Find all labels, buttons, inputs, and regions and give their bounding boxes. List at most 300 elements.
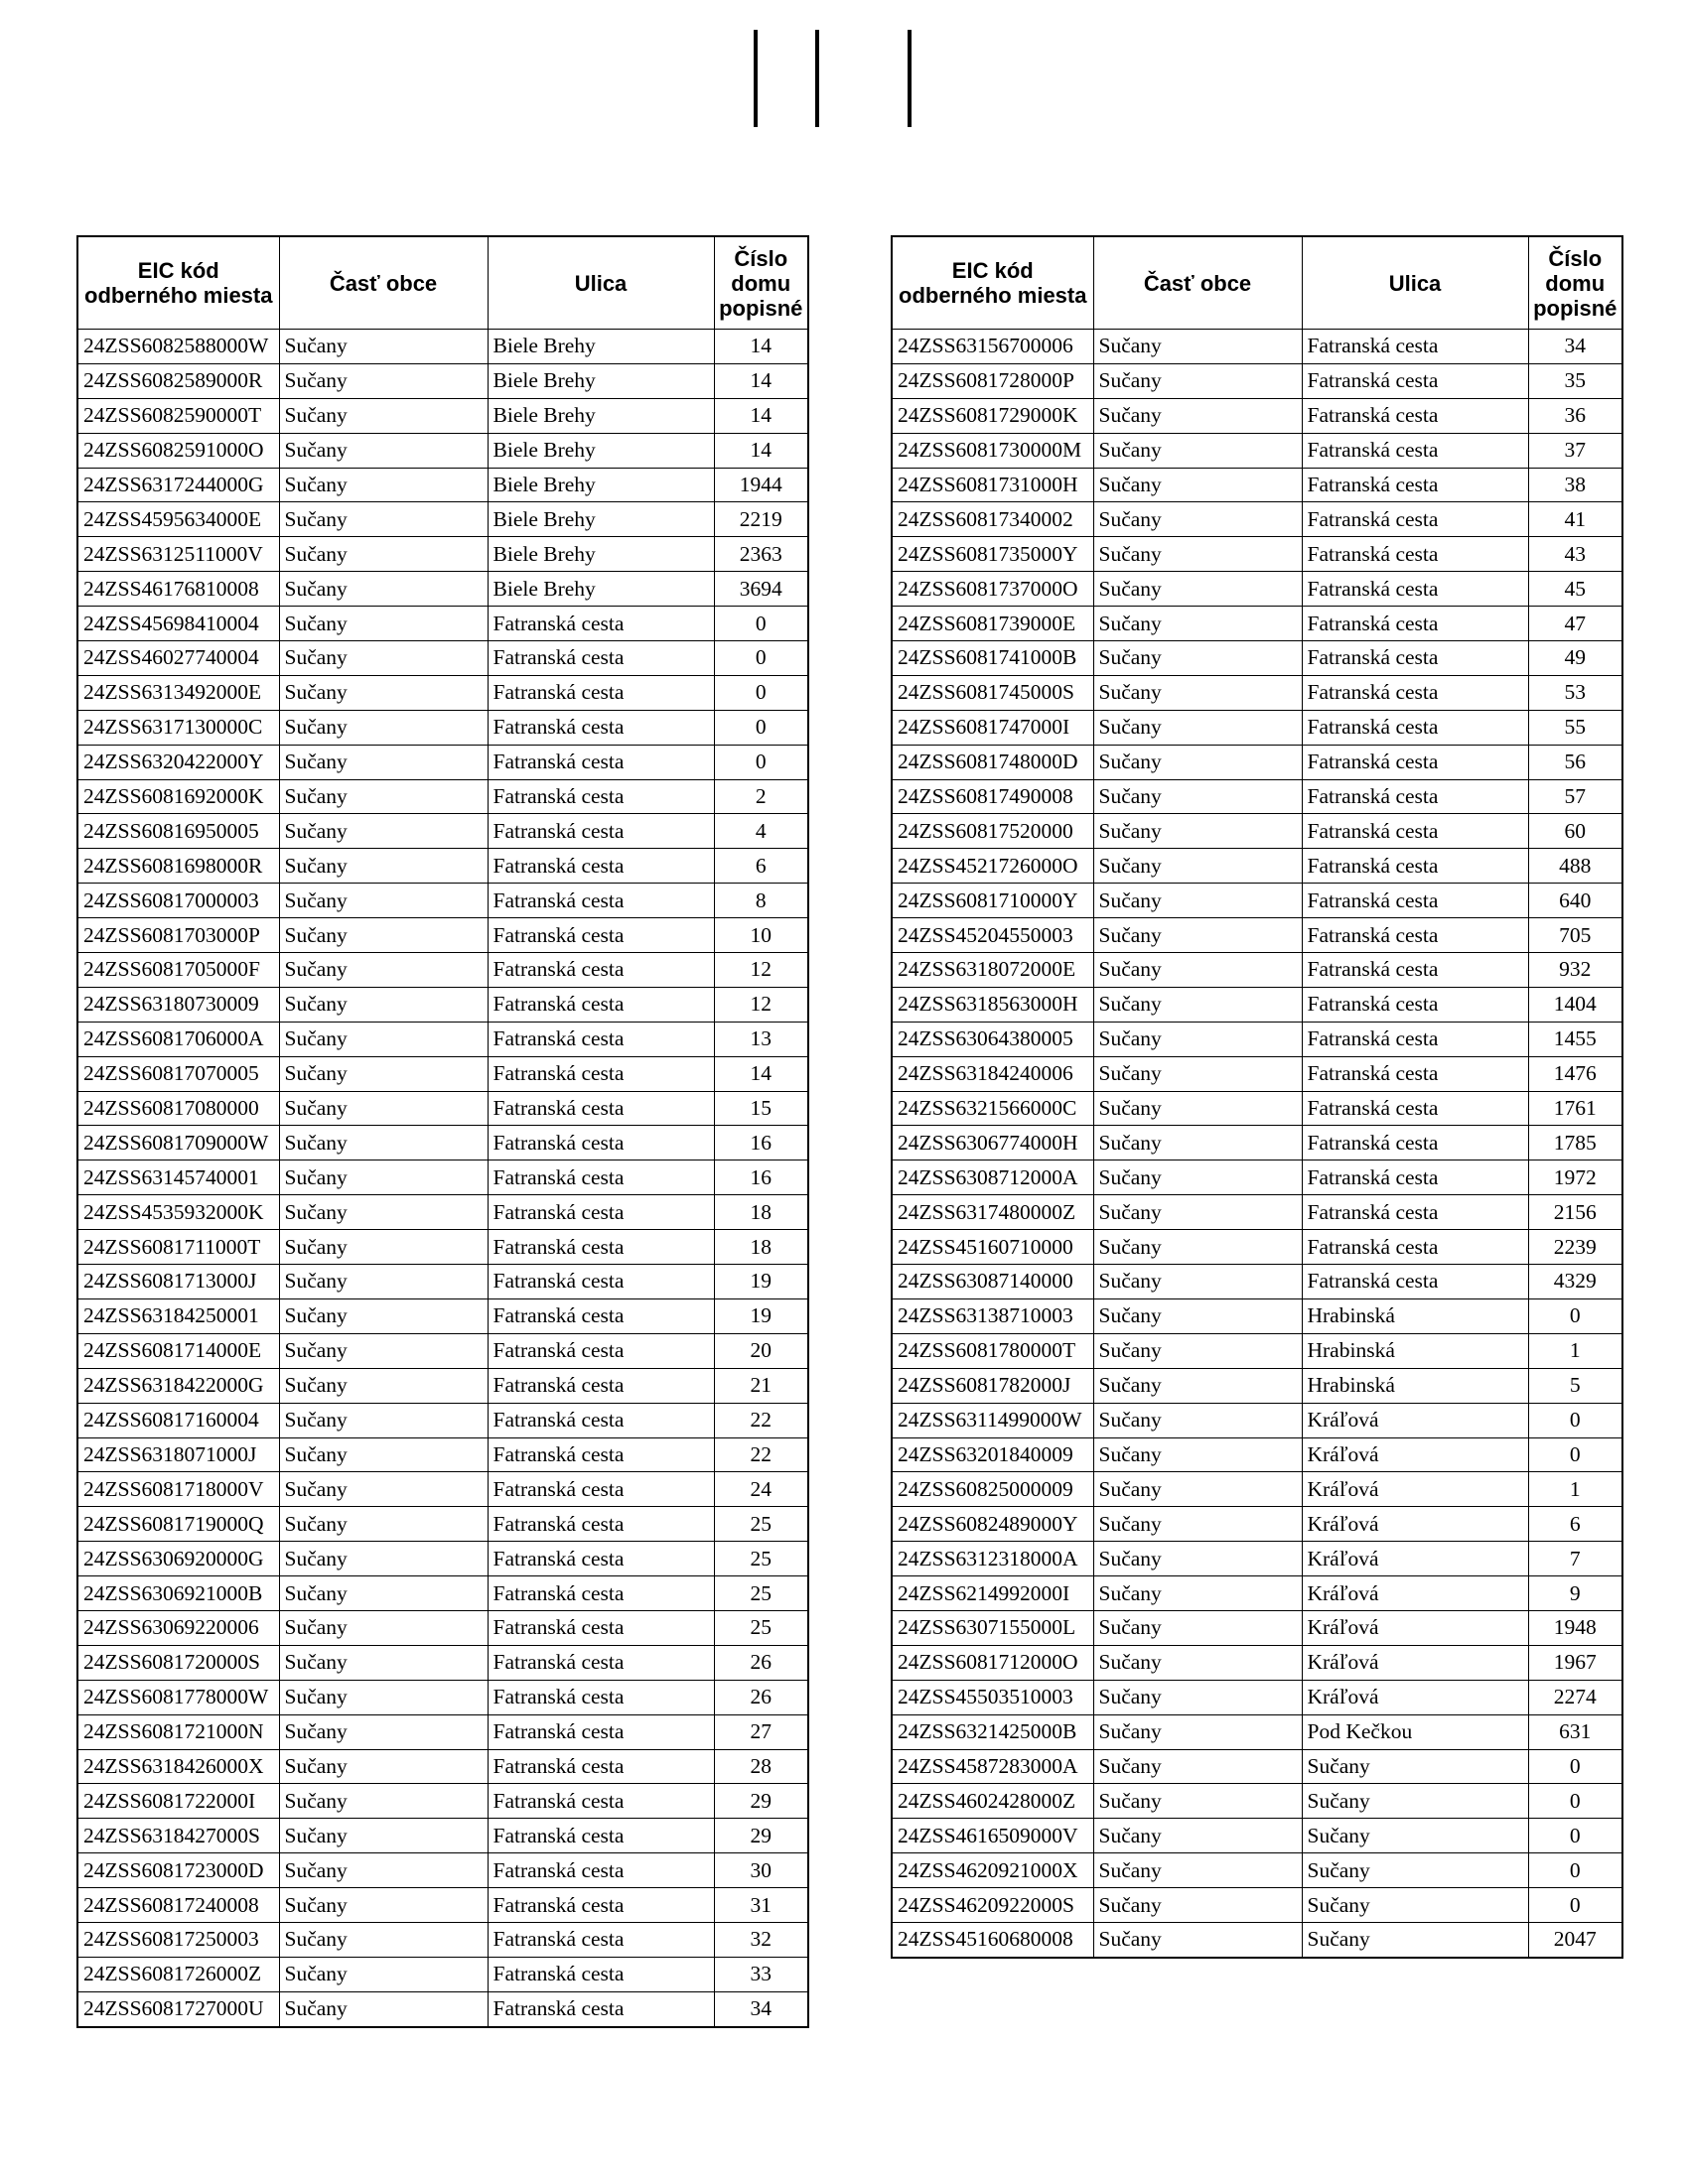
cell-cislo-domu: 932: [1528, 953, 1622, 988]
cell-cislo-domu: 2156: [1528, 1195, 1622, 1230]
cell-cast-obce: Sučany: [1093, 607, 1302, 641]
cell-cast-obce: Sučany: [1093, 1230, 1302, 1265]
cell-cast-obce: Sučany: [1093, 1472, 1302, 1507]
cell-ulica: Fatranská cesta: [488, 1160, 714, 1195]
cell-eic: 24ZSS6081726000Z: [77, 1957, 279, 1991]
cell-ulica: Fatranská cesta: [488, 1368, 714, 1403]
cell-cislo-domu: 18: [714, 1195, 808, 1230]
cell-cislo-domu: 45: [1528, 572, 1622, 607]
cell-ulica: Kráľová: [1302, 1472, 1528, 1507]
cell-eic: 24ZSS6081748000D: [892, 745, 1093, 779]
cell-eic: 24ZSS6318071000J: [77, 1437, 279, 1472]
cell-eic: 24ZSS6308712000A: [892, 1160, 1093, 1195]
cell-ulica: Fatranská cesta: [488, 814, 714, 849]
cell-cislo-domu: 24: [714, 1472, 808, 1507]
table-row: [77, 1022, 808, 1056]
cell-cislo-domu: 10: [714, 918, 808, 953]
cell-ulica: Fatranská cesta: [488, 1230, 714, 1265]
table-row: [77, 433, 808, 468]
cell-ulica: Fatranská cesta: [488, 1610, 714, 1645]
cell-cislo-domu: 34: [714, 1991, 808, 2026]
cell-ulica: Biele Brehy: [488, 398, 714, 433]
cell-cast-obce: Sučany: [1093, 1819, 1302, 1853]
cell-eic: 24ZSS6081711000T: [77, 1230, 279, 1265]
cell-eic: 24ZSS60817160004: [77, 1403, 279, 1437]
cell-cast-obce: Sučany: [279, 1749, 488, 1784]
cell-ulica: Fatranská cesta: [488, 1265, 714, 1299]
table-row: [77, 814, 808, 849]
cell-cast-obce: Sučany: [1093, 537, 1302, 572]
cell-ulica: Fatranská cesta: [488, 607, 714, 641]
header-eic: EIC kód odberného miesta: [892, 236, 1093, 330]
table-row: [892, 1126, 1622, 1160]
cell-cislo-domu: 25: [714, 1507, 808, 1542]
cell-cislo-domu: 0: [1528, 1403, 1622, 1437]
cell-cislo-domu: 0: [714, 710, 808, 745]
cell-cast-obce: Sučany: [279, 433, 488, 468]
table-row: [892, 1714, 1622, 1749]
table-row: [892, 884, 1622, 918]
cell-cast-obce: Sučany: [279, 779, 488, 814]
cell-eic: 24ZSS6081703000P: [77, 918, 279, 953]
table-row: [892, 1922, 1622, 1957]
cell-cislo-domu: 27: [714, 1714, 808, 1749]
cell-cislo-domu: 6: [714, 849, 808, 884]
table-row: [892, 1056, 1622, 1091]
cell-ulica: Biele Brehy: [488, 502, 714, 537]
table-row: [77, 1957, 808, 1991]
table-row: [77, 1368, 808, 1403]
cell-ulica: Kráľová: [1302, 1576, 1528, 1611]
cell-eic: 24ZSS6306921000B: [77, 1576, 279, 1611]
cell-eic: 24ZSS6081745000S: [892, 675, 1093, 710]
cell-cislo-domu: 60: [1528, 814, 1622, 849]
cell-ulica: Fatranská cesta: [1302, 572, 1528, 607]
cell-ulica: Kráľová: [1302, 1507, 1528, 1542]
cell-ulica: Fatranská cesta: [1302, 779, 1528, 814]
cell-cast-obce: Sučany: [279, 1645, 488, 1680]
cell-cislo-domu: 37: [1528, 433, 1622, 468]
cell-ulica: Pod Kečkou: [1302, 1714, 1528, 1749]
cell-eic: 24ZSS45503510003: [892, 1680, 1093, 1714]
cell-cast-obce: Sučany: [279, 398, 488, 433]
cell-cast-obce: Sučany: [279, 1853, 488, 1888]
table-row: [892, 849, 1622, 884]
table-row: [77, 710, 808, 745]
cell-cislo-domu: 49: [1528, 641, 1622, 676]
cell-ulica: Fatranská cesta: [1302, 1091, 1528, 1126]
cell-cast-obce: Sučany: [1093, 1576, 1302, 1611]
cell-cislo-domu: 14: [714, 330, 808, 364]
table-row: [892, 1888, 1622, 1923]
table-row: [892, 953, 1622, 988]
cell-eic: 24ZSS6312511000V: [77, 537, 279, 572]
cell-eic: 24ZSS6081778000W: [77, 1680, 279, 1714]
cell-cislo-domu: 2274: [1528, 1680, 1622, 1714]
table-header: [77, 236, 808, 330]
cell-cislo-domu: 33: [714, 1957, 808, 1991]
cell-cislo-domu: 56: [1528, 745, 1622, 779]
header-eic: EIC kód odberného miesta: [77, 236, 279, 330]
table-row: [892, 1784, 1622, 1819]
cell-cast-obce: Sučany: [279, 1230, 488, 1265]
cell-eic: 24ZSS6081723000D: [77, 1853, 279, 1888]
table-row: [77, 745, 808, 779]
cell-cast-obce: Sučany: [1093, 1403, 1302, 1437]
table-row: [892, 1437, 1622, 1472]
cell-eic: 24ZSS6081714000E: [77, 1333, 279, 1368]
cell-eic: 24ZSS6081718000V: [77, 1472, 279, 1507]
cell-ulica: Fatranská cesta: [488, 779, 714, 814]
cell-ulica: Biele Brehy: [488, 363, 714, 398]
cell-ulica: Hrabinská: [1302, 1333, 1528, 1368]
cell-eic: 24ZSS60817340002: [892, 502, 1093, 537]
cell-eic: 24ZSS6081712000O: [892, 1645, 1093, 1680]
cell-ulica: Fatranská cesta: [488, 1888, 714, 1923]
cell-ulica: Fatranská cesta: [488, 1056, 714, 1091]
cell-eic: 24ZSS60817250003: [77, 1922, 279, 1957]
cell-cast-obce: Sučany: [1093, 675, 1302, 710]
cell-cislo-domu: 640: [1528, 884, 1622, 918]
cell-eic: 24ZSS4620921000X: [892, 1853, 1093, 1888]
header-cislo-domu: Číslo domu popisné: [714, 236, 808, 330]
cell-eic: 24ZSS60816950005: [77, 814, 279, 849]
cell-cast-obce: Sučany: [279, 814, 488, 849]
cell-cislo-domu: 2219: [714, 502, 808, 537]
cell-eic: 24ZSS6081720000S: [77, 1645, 279, 1680]
cell-cast-obce: Sučany: [279, 1368, 488, 1403]
cell-cast-obce: Sučany: [279, 710, 488, 745]
cell-ulica: Kráľová: [1302, 1437, 1528, 1472]
cell-cast-obce: Sučany: [1093, 468, 1302, 502]
cell-cast-obce: Sučany: [1093, 849, 1302, 884]
cell-eic: 24ZSS6081705000F: [77, 953, 279, 988]
table-row: [892, 710, 1622, 745]
cell-ulica: Fatranská cesta: [488, 1022, 714, 1056]
separator-line-3: [908, 30, 912, 127]
cell-eic: 24ZSS6082589000R: [77, 363, 279, 398]
cell-cislo-domu: 2363: [714, 537, 808, 572]
header-ulica: Ulica: [1302, 236, 1528, 330]
cell-eic: 24ZSS60817490008: [892, 779, 1093, 814]
cell-cast-obce: Sučany: [1093, 918, 1302, 953]
table-row: [892, 745, 1622, 779]
cell-ulica: Hrabinská: [1302, 1368, 1528, 1403]
cell-cislo-domu: 1: [1528, 1472, 1622, 1507]
table-row: [77, 607, 808, 641]
cell-ulica: Fatranská cesta: [1302, 398, 1528, 433]
cell-cislo-domu: 14: [714, 398, 808, 433]
cell-cislo-domu: 26: [714, 1645, 808, 1680]
cell-eic: 24ZSS6082591000O: [77, 433, 279, 468]
cell-eic: 24ZSS6320422000Y: [77, 745, 279, 779]
separator-line-2: [815, 30, 819, 127]
cell-ulica: Biele Brehy: [488, 330, 714, 364]
cell-ulica: Fatranská cesta: [488, 1576, 714, 1611]
cell-ulica: Fatranská cesta: [488, 918, 714, 953]
cell-cislo-domu: 15: [714, 1091, 808, 1126]
cell-cast-obce: Sučany: [279, 1610, 488, 1645]
table-row: [77, 1091, 808, 1126]
cell-ulica: Kráľová: [1302, 1403, 1528, 1437]
cell-cast-obce: Sučany: [1093, 710, 1302, 745]
cell-ulica: Fatranská cesta: [1302, 1022, 1528, 1056]
table-right: [891, 235, 1623, 1959]
cell-ulica: Fatranská cesta: [488, 849, 714, 884]
table-row: [77, 1888, 808, 1923]
cell-cislo-domu: 16: [714, 1160, 808, 1195]
cell-eic: 24ZSS60817070005: [77, 1056, 279, 1091]
cell-cislo-domu: 41: [1528, 502, 1622, 537]
cell-cislo-domu: 3694: [714, 572, 808, 607]
cell-ulica: Fatranská cesta: [1302, 433, 1528, 468]
cell-eic: 24ZSS6321566000C: [892, 1091, 1093, 1126]
table-row: [892, 1680, 1622, 1714]
cell-ulica: Kráľová: [1302, 1645, 1528, 1680]
cell-ulica: Fatranská cesta: [1302, 330, 1528, 364]
cell-eic: 24ZSS45160680008: [892, 1922, 1093, 1957]
table-row: [77, 1265, 808, 1299]
cell-ulica: Fatranská cesta: [488, 1922, 714, 1957]
cell-ulica: Fatranská cesta: [1302, 1195, 1528, 1230]
table-row: [77, 884, 808, 918]
cell-cast-obce: Sučany: [1093, 814, 1302, 849]
table-row: [77, 1056, 808, 1091]
table-row: [892, 814, 1622, 849]
table-row: [892, 1091, 1622, 1126]
cell-eic: 24ZSS6081730000M: [892, 433, 1093, 468]
cell-eic: 24ZSS6081722000I: [77, 1784, 279, 1819]
cell-ulica: Kráľová: [1302, 1610, 1528, 1645]
cell-cislo-domu: 25: [714, 1610, 808, 1645]
cell-cast-obce: Sučany: [279, 1195, 488, 1230]
cell-ulica: Fatranská cesta: [1302, 884, 1528, 918]
cell-ulica: Fatranská cesta: [488, 1472, 714, 1507]
table-row: [892, 433, 1622, 468]
cell-eic: 24ZSS63156700006: [892, 330, 1093, 364]
table-row: [77, 849, 808, 884]
cell-ulica: Fatranská cesta: [488, 641, 714, 676]
cell-cislo-domu: 21: [714, 1368, 808, 1403]
cell-ulica: Fatranská cesta: [1302, 1126, 1528, 1160]
cell-cast-obce: Sučany: [279, 1714, 488, 1749]
cell-eic: 24ZSS63087140000: [892, 1265, 1093, 1299]
cell-cislo-domu: 1761: [1528, 1091, 1622, 1126]
table-row: [892, 1542, 1622, 1576]
cell-eic: 24ZSS6313492000E: [77, 675, 279, 710]
cell-ulica: Fatranská cesta: [1302, 641, 1528, 676]
table-row: [77, 987, 808, 1022]
cell-cislo-domu: 6: [1528, 1507, 1622, 1542]
cell-ulica: Fatranská cesta: [1302, 814, 1528, 849]
cell-cast-obce: Sučany: [1093, 1195, 1302, 1230]
cell-cislo-domu: 2239: [1528, 1230, 1622, 1265]
cell-eic: 24ZSS4602428000Z: [892, 1784, 1093, 1819]
cell-cast-obce: Sučany: [279, 1922, 488, 1957]
table-row: [892, 537, 1622, 572]
cell-ulica: Fatranská cesta: [488, 1680, 714, 1714]
cell-cislo-domu: 1404: [1528, 987, 1622, 1022]
cell-cast-obce: Sučany: [279, 537, 488, 572]
cell-eic: 24ZSS6082590000T: [77, 398, 279, 433]
cell-cast-obce: Sučany: [1093, 1126, 1302, 1160]
cell-ulica: Fatranská cesta: [1302, 1230, 1528, 1265]
table-row: [77, 1333, 808, 1368]
header-ulica: Ulica: [488, 236, 714, 330]
cell-eic: 24ZSS6081728000P: [892, 363, 1093, 398]
cell-cislo-domu: 0: [1528, 1298, 1622, 1333]
header-cast-obce: Časť obce: [1093, 236, 1302, 330]
cell-cislo-domu: 47: [1528, 607, 1622, 641]
cell-cislo-domu: 28: [714, 1749, 808, 1784]
cell-ulica: Fatranská cesta: [488, 987, 714, 1022]
cell-cast-obce: Sučany: [1093, 1091, 1302, 1126]
cell-cast-obce: Sučany: [279, 1333, 488, 1368]
cell-cast-obce: Sučany: [1093, 1022, 1302, 1056]
table-row: [77, 1991, 808, 2026]
cell-eic: 24ZSS6214992000I: [892, 1576, 1093, 1611]
cell-cislo-domu: 9: [1528, 1576, 1622, 1611]
cell-eic: 24ZSS45160710000: [892, 1230, 1093, 1265]
table-row: [77, 502, 808, 537]
cell-ulica: Sučany: [1302, 1853, 1528, 1888]
cell-ulica: Fatranská cesta: [488, 1298, 714, 1333]
cell-ulica: Sučany: [1302, 1819, 1528, 1853]
cell-cast-obce: Sučany: [279, 1265, 488, 1299]
cell-ulica: Biele Brehy: [488, 537, 714, 572]
table-left: [76, 235, 809, 2028]
cell-ulica: Fatranská cesta: [488, 745, 714, 779]
cell-eic: 24ZSS60817520000: [892, 814, 1093, 849]
cell-ulica: Fatranská cesta: [1302, 987, 1528, 1022]
cell-eic: 24ZSS6081710000Y: [892, 884, 1093, 918]
cell-cislo-domu: 4329: [1528, 1265, 1622, 1299]
cell-cast-obce: Sučany: [279, 1403, 488, 1437]
cell-cislo-domu: 1972: [1528, 1160, 1622, 1195]
cell-eic: 24ZSS6081780000T: [892, 1333, 1093, 1368]
table-row: [892, 1195, 1622, 1230]
table-row: [892, 918, 1622, 953]
cell-eic: 24ZSS60817080000: [77, 1091, 279, 1126]
cell-eic: 24ZSS63145740001: [77, 1160, 279, 1195]
table-row: [892, 779, 1622, 814]
table-row: [892, 363, 1622, 398]
cell-ulica: Fatranská cesta: [488, 1333, 714, 1368]
cell-cast-obce: Sučany: [1093, 1333, 1302, 1368]
table-row: [892, 1160, 1622, 1195]
cell-cislo-domu: 1785: [1528, 1126, 1622, 1160]
cell-cislo-domu: 14: [714, 1056, 808, 1091]
cell-eic: 24ZSS63184240006: [892, 1056, 1093, 1091]
cell-cast-obce: Sučany: [1093, 779, 1302, 814]
table-row: [77, 1126, 808, 1160]
cell-cislo-domu: 25: [714, 1542, 808, 1576]
cell-cislo-domu: 35: [1528, 363, 1622, 398]
header-cast-obce: Časť obce: [279, 236, 488, 330]
cell-ulica: Fatranská cesta: [1302, 1056, 1528, 1091]
cell-cast-obce: Sučany: [1093, 363, 1302, 398]
cell-eic: 24ZSS6318563000H: [892, 987, 1093, 1022]
cell-eic: 24ZSS6081739000E: [892, 607, 1093, 641]
cell-cast-obce: Sučany: [1093, 987, 1302, 1022]
table-row: [77, 537, 808, 572]
cell-cast-obce: Sučany: [1093, 1749, 1302, 1784]
cell-cislo-domu: 30: [714, 1853, 808, 1888]
table-row: [892, 502, 1622, 537]
cell-cast-obce: Sučany: [1093, 1853, 1302, 1888]
cell-eic: 24ZSS63184250001: [77, 1298, 279, 1333]
cell-eic: 24ZSS6081782000J: [892, 1368, 1093, 1403]
cell-cislo-domu: 12: [714, 953, 808, 988]
cell-cast-obce: Sučany: [279, 884, 488, 918]
table-row: [77, 468, 808, 502]
table-row: [77, 1195, 808, 1230]
cell-ulica: Fatranská cesta: [1302, 502, 1528, 537]
table-row: [77, 918, 808, 953]
cell-cast-obce: Sučany: [279, 1022, 488, 1056]
cell-cast-obce: Sučany: [1093, 1680, 1302, 1714]
cell-cislo-domu: 0: [1528, 1749, 1622, 1784]
cell-ulica: Fatranská cesta: [488, 1819, 714, 1853]
cell-ulica: Fatranská cesta: [488, 1091, 714, 1126]
cell-ulica: Fatranská cesta: [1302, 918, 1528, 953]
cell-cast-obce: Sučany: [1093, 1784, 1302, 1819]
cell-cislo-domu: 29: [714, 1819, 808, 1853]
cell-ulica: Fatranská cesta: [488, 1714, 714, 1749]
table-row: [892, 1333, 1622, 1368]
cell-ulica: Fatranská cesta: [1302, 1160, 1528, 1195]
cell-ulica: Fatranská cesta: [488, 1784, 714, 1819]
table-row: [77, 1507, 808, 1542]
cell-cast-obce: Sučany: [279, 1680, 488, 1714]
separator-line-1: [754, 30, 758, 127]
cell-ulica: Fatranská cesta: [1302, 953, 1528, 988]
cell-cast-obce: Sučany: [1093, 1265, 1302, 1299]
cell-ulica: Biele Brehy: [488, 433, 714, 468]
table-row: [892, 1298, 1622, 1333]
cell-cislo-domu: 29: [714, 1784, 808, 1819]
cell-cast-obce: Sučany: [1093, 953, 1302, 988]
cell-cast-obce: Sučany: [279, 1298, 488, 1333]
table-row: [77, 398, 808, 433]
cell-cislo-domu: 22: [714, 1437, 808, 1472]
table-row: [77, 363, 808, 398]
cell-ulica: Fatranská cesta: [1302, 537, 1528, 572]
cell-cast-obce: Sučany: [1093, 433, 1302, 468]
cell-eic: 24ZSS6318072000E: [892, 953, 1093, 988]
cell-eic: 24ZSS6081698000R: [77, 849, 279, 884]
cell-eic: 24ZSS60825000009: [892, 1472, 1093, 1507]
cell-eic: 24ZSS6082489000Y: [892, 1507, 1093, 1542]
cell-ulica: Fatranská cesta: [488, 1749, 714, 1784]
cell-eic: 24ZSS6081721000N: [77, 1714, 279, 1749]
cell-eic: 24ZSS6318422000G: [77, 1368, 279, 1403]
cell-cast-obce: Sučany: [279, 1888, 488, 1923]
cell-eic: 24ZSS6306920000G: [77, 1542, 279, 1576]
cell-cast-obce: Sučany: [1093, 1922, 1302, 1957]
cell-ulica: Fatranská cesta: [488, 884, 714, 918]
cell-ulica: Kráľová: [1302, 1542, 1528, 1576]
table-row: [77, 572, 808, 607]
cell-ulica: Fatranská cesta: [1302, 675, 1528, 710]
cell-cast-obce: Sučany: [1093, 1888, 1302, 1923]
cell-cislo-domu: 14: [714, 433, 808, 468]
table-body: [77, 330, 808, 2027]
table-body: [892, 330, 1622, 1958]
cell-eic: 24ZSS4616509000V: [892, 1819, 1093, 1853]
cell-cast-obce: Sučany: [279, 918, 488, 953]
cell-cislo-domu: 38: [1528, 468, 1622, 502]
